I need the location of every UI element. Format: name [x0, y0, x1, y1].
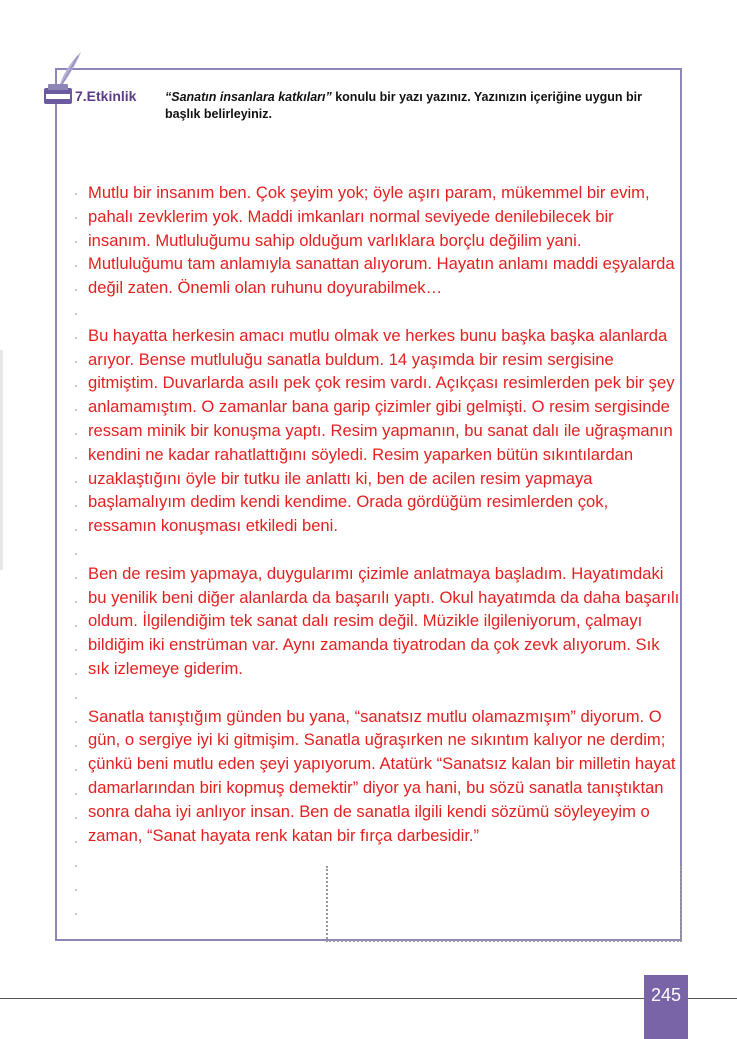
instruction-text: konulu bir yazı yazınız. Yazınızın içeriğine uygun bir başlık belirleyiniz.	[165, 90, 642, 121]
instruction-topic: “Sanatın insanlara katkıları”	[165, 90, 332, 104]
essay-paragraph: Mutlu bir insanım ben. Çok şeyim yok; öyle aşırı param, mükemmel bir evim, pahalı zevklerim yok. Maddi imkanları normal seviyede denilebilecek bir insanım. Mutluluğumu sahip olduğum varlıklara borçlu değilim yani. Mutluluğumu tam anlamıyla sanattan alıyorum. Hayatın anlamı maddi eşyalarda değil zaten. Önemli olan ruhunu doyurabilmek…	[88, 183, 675, 298]
margin-shadow	[0, 350, 3, 570]
essay-paragraph: Ben de resim yapmaya, duygularımı çizimle anlatmaya başladım. Hayatımdaki bu yenilik beni diğer alanlarda da başarılı yaptı. Okul hayatımda da daha başarılı oldum. İlgilendiğim tek sanat dalı resim değil. Müzikle ilgileniyorum, çalmayı bildiğim iki enstrüman var. Aynı zamanda tiyatrodan da çok zevk alıyorum. Sık sık izlemeye giderim.	[88, 563, 680, 678]
dotted-answer-box	[326, 866, 682, 942]
dotted-margin	[72, 182, 80, 922]
footer-rule	[0, 998, 737, 999]
page-number: 245	[650, 985, 682, 1005]
activity-instruction	[165, 89, 675, 123]
essay-paragraph: Bu hayatta herkesin amacı mutlu olmak ve herkes bunu başka başka alanlarda arıyor. Bense mutluluğu sanatla buldum. 14 yaşımda bir resim sergisine gitmiştim. Duvarlarda asılı pek çok resim vardı. Açıkçası resimlerden pek bir şey anlamamıştım. O zamanlar bana garip çizimler gibi gelmişti. O resim sergisinde ressam minik bir konuşma yaptı. Resim yapmanın, bu sanat dalı ile uğraşmanın kendini ne kadar rahatlattığını söyledi. Resim yaparken bütün sıkıntılardan uzaklaştığını öyle bir tutku ile anlattı ki, ben de acilen resim yapmaya başlamalıyım dedim kendi kendime. Orada gördüğüm resimlerden çok, ressamın konuşması etkiledi beni.	[88, 325, 675, 536]
essay-paragraph: Sanatla tanıştığım günden bu yana, “sanatsız mutlu olamazmışım” diyorum. O gün, o sergiye iyi ki gitmişim. Sanatla uğraşırken ne sıkıntım kalıyor ne derdim; çünkü beni mutlu eden şeyi yapıyorum. Atatürk “Sanatsız kalan bir milletin hayat damarlarından biri kopmuş demektir” diyor ya hani, bu sözü sanatla tanıştıktan sonra daha iyi anlıyor insan. Ben de sanatla ilgili kendi sözümü söyleyeyim o zaman, “Sanat hayata renk katan bir fırça darbesidir.”	[88, 706, 676, 845]
essay-text	[88, 181, 680, 847]
activity-label: 7.Etkinlik	[75, 88, 137, 104]
